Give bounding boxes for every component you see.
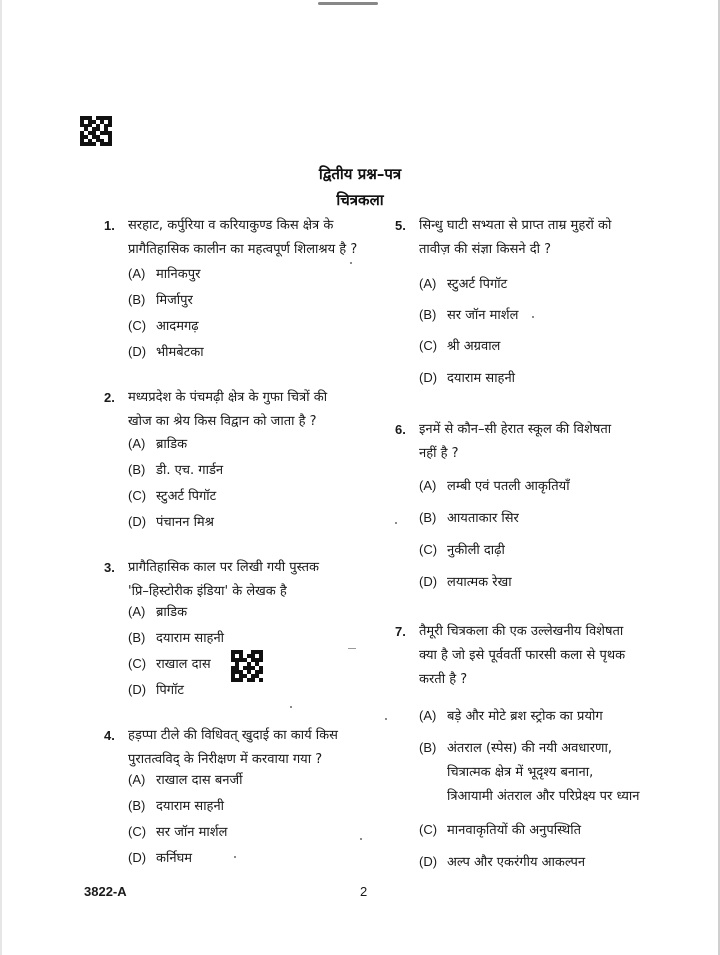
page-number: 2 bbox=[360, 884, 368, 899]
option-c[interactable] bbox=[419, 538, 505, 563]
option-c[interactable] bbox=[128, 652, 211, 677]
question-number: 4. bbox=[104, 728, 115, 743]
option-text: दयाराम साहनी bbox=[156, 631, 225, 646]
question-text bbox=[128, 214, 369, 262]
option-text: लयात्मक रेखा bbox=[447, 575, 512, 590]
option-label: (A) bbox=[128, 772, 146, 787]
paper-code: 3822-A bbox=[84, 884, 127, 899]
option-b[interactable] bbox=[419, 303, 518, 328]
option-label: (D) bbox=[128, 344, 147, 359]
question-text bbox=[419, 620, 665, 692]
question-line: खोज का श्रेय किस विद्वान को जाता है ? bbox=[128, 414, 317, 429]
option-text: राखाल दास bbox=[156, 657, 211, 672]
option-label: (A) bbox=[419, 708, 437, 723]
question-line: 'प्रि–हिस्टोरीक इंडिया' के लेखक है bbox=[128, 584, 287, 599]
option-label: (A) bbox=[128, 604, 146, 619]
scan-speck bbox=[385, 718, 387, 720]
option-text: कर्निघम bbox=[156, 851, 193, 866]
scan-mark bbox=[348, 648, 356, 649]
question-number: 5. bbox=[395, 218, 406, 233]
question-number: 7. bbox=[395, 624, 406, 639]
question-text bbox=[419, 418, 665, 466]
option-text: राखाल दास बनर्जी bbox=[156, 773, 243, 788]
option-label: (D) bbox=[419, 574, 438, 589]
option-text: अंतराल (स्पेस) की नयी अवधारणा, bbox=[447, 741, 612, 756]
qr-code-small-icon bbox=[231, 650, 263, 682]
option-text: मानवाकृतियों की अनुपस्थिति bbox=[447, 823, 582, 838]
option-text: लम्बी एवं पतली आकृतियाँ bbox=[447, 479, 570, 494]
question-line: सरहाट, कर्पुरिया व करियाकुण्ड किस क्षेत्र के bbox=[128, 218, 334, 233]
question-number: 2. bbox=[104, 390, 115, 405]
scan-speck bbox=[290, 706, 292, 708]
option-text: सर जॉन मार्शल bbox=[156, 825, 228, 840]
question-line: पुरातत्वविद् के निरीक्षण में करवाया गया ? bbox=[128, 752, 323, 767]
paper-title: द्वितीय प्रश्न–पत्र bbox=[318, 165, 402, 183]
option-label: (C) bbox=[419, 542, 438, 557]
option-text: स्टुअर्ट पिगॉट bbox=[447, 277, 508, 292]
option-label: (B) bbox=[419, 740, 437, 755]
option-label: (B) bbox=[419, 307, 437, 322]
question-line: करती है ? bbox=[419, 672, 468, 687]
option-b[interactable] bbox=[128, 458, 223, 483]
question-number: 6. bbox=[395, 422, 406, 437]
option-label: (B) bbox=[128, 292, 146, 307]
question-line: हड़प्पा टीले की विधिवत् खुदाई का कार्य किस bbox=[128, 728, 338, 743]
option-text: पंचानन मिश्र bbox=[156, 515, 214, 530]
option-c[interactable] bbox=[419, 818, 581, 843]
question-text bbox=[128, 724, 369, 772]
option-text: ब्राडिक bbox=[156, 605, 188, 620]
option-b[interactable] bbox=[128, 794, 224, 819]
option-d[interactable] bbox=[128, 678, 184, 703]
question-line: मध्यप्रदेश के पंचमढ़ी क्षेत्र के गुफा चित्रों की bbox=[128, 390, 328, 405]
option-d[interactable] bbox=[419, 366, 515, 391]
page-edge-left bbox=[0, 0, 2, 955]
scan-speck bbox=[350, 262, 352, 264]
option-c[interactable] bbox=[419, 334, 500, 359]
option-text: आदमगढ़ bbox=[156, 319, 199, 334]
scan-speck bbox=[360, 838, 362, 840]
option-text: आयताकार सिर bbox=[447, 511, 519, 526]
question-line: प्रागैतिहासिक कालीन का महत्वपूर्ण शिलाश्रय है ? bbox=[128, 242, 358, 257]
option-label: (D) bbox=[419, 370, 438, 385]
option-label: (B) bbox=[128, 462, 146, 477]
option-label: (B) bbox=[128, 630, 146, 645]
option-c[interactable] bbox=[128, 484, 216, 509]
scan-speck bbox=[532, 316, 534, 318]
option-text-line-2: चित्रात्मक क्षेत्र में भूदृश्य बनाना, bbox=[447, 765, 594, 780]
option-a[interactable] bbox=[128, 768, 242, 793]
option-a[interactable] bbox=[419, 704, 603, 729]
option-b[interactable] bbox=[128, 288, 193, 313]
option-text-line-3: त्रिआयामी अंतराल और परिप्रेक्ष्य पर ध्यान bbox=[447, 789, 640, 804]
question-number: 3. bbox=[104, 560, 115, 575]
scan-smudge bbox=[318, 2, 378, 5]
question-line: प्रागैतिहासिक काल पर लिखी गयी पुस्तक bbox=[128, 560, 320, 575]
option-text: स्टुअर्ट पिगॉट bbox=[156, 489, 217, 504]
option-text: अल्प और एकरंगीय आकल्पन bbox=[447, 855, 586, 870]
option-text: श्री अग्रवाल bbox=[447, 339, 501, 354]
option-b[interactable] bbox=[128, 626, 224, 651]
question-text bbox=[128, 556, 369, 604]
option-text: भीमबेटका bbox=[156, 345, 204, 360]
option-label: (B) bbox=[128, 798, 146, 813]
option-text: मानिकपुर bbox=[156, 267, 201, 282]
option-d[interactable] bbox=[128, 846, 192, 871]
option-b[interactable] bbox=[419, 736, 640, 809]
question-line: इनमें से कौन–सी हेरात स्कूल की विशेषता bbox=[419, 422, 612, 437]
option-label: (C) bbox=[128, 824, 147, 839]
question-line: सिन्धु घाटी सभ्यता से प्राप्त ताम्र मुहरों को bbox=[419, 218, 612, 233]
scan-speck bbox=[234, 856, 236, 858]
option-d[interactable] bbox=[419, 570, 512, 595]
option-d[interactable] bbox=[128, 340, 204, 365]
option-label: (D) bbox=[128, 850, 147, 865]
option-label: (A) bbox=[419, 478, 437, 493]
option-label: (A) bbox=[128, 266, 146, 281]
question-number: 1. bbox=[104, 218, 115, 233]
question-line: नहीं है ? bbox=[419, 446, 459, 461]
option-label: (D) bbox=[128, 682, 147, 697]
option-text: नुकीली दाढ़ी bbox=[447, 543, 505, 558]
option-text: सर जॉन मार्शल bbox=[447, 308, 519, 323]
option-label: (C) bbox=[128, 656, 147, 671]
option-label: (D) bbox=[128, 514, 147, 529]
scan-speck bbox=[395, 522, 397, 524]
option-a[interactable] bbox=[128, 432, 187, 457]
question-text bbox=[419, 214, 665, 262]
option-c[interactable] bbox=[128, 314, 199, 339]
option-label: (C) bbox=[128, 488, 147, 503]
question-line: तैमूरी चित्रकला की एक उल्लेखनीय विशेषता bbox=[419, 624, 624, 639]
option-a[interactable] bbox=[128, 262, 200, 287]
option-label: (A) bbox=[128, 436, 146, 451]
question-text bbox=[128, 386, 369, 434]
option-label: (B) bbox=[419, 510, 437, 525]
option-text: मिर्जापुर bbox=[156, 293, 193, 308]
option-text: दयाराम साहनी bbox=[447, 371, 516, 386]
option-text: दयाराम साहनी bbox=[156, 799, 225, 814]
option-label: (C) bbox=[128, 318, 147, 333]
option-text: बड़े और मोटे ब्रश स्ट्रोक का प्रयोग bbox=[447, 709, 603, 724]
option-d[interactable] bbox=[128, 510, 214, 535]
option-a[interactable] bbox=[128, 600, 187, 625]
subject-title: चित्रकला bbox=[336, 191, 384, 209]
option-label: (A) bbox=[419, 276, 437, 291]
option-b[interactable] bbox=[419, 506, 519, 531]
option-a[interactable] bbox=[419, 474, 570, 499]
option-text: ब्राडिक bbox=[156, 437, 188, 452]
question-line: क्या है जो इसे पूर्ववर्ती फारसी कला से पृथक bbox=[419, 648, 626, 663]
qr-code-icon bbox=[80, 116, 112, 146]
option-d[interactable] bbox=[419, 850, 585, 875]
option-text: पिगॉट bbox=[156, 683, 184, 698]
option-text: डी. एच. गार्डन bbox=[156, 463, 224, 478]
option-label: (C) bbox=[419, 822, 438, 837]
option-a[interactable] bbox=[419, 272, 507, 297]
question-line: तावीज़ की संज्ञा किसने दी ? bbox=[419, 242, 552, 257]
option-c[interactable] bbox=[128, 820, 227, 845]
option-label: (D) bbox=[419, 854, 438, 869]
option-label: (C) bbox=[419, 338, 438, 353]
